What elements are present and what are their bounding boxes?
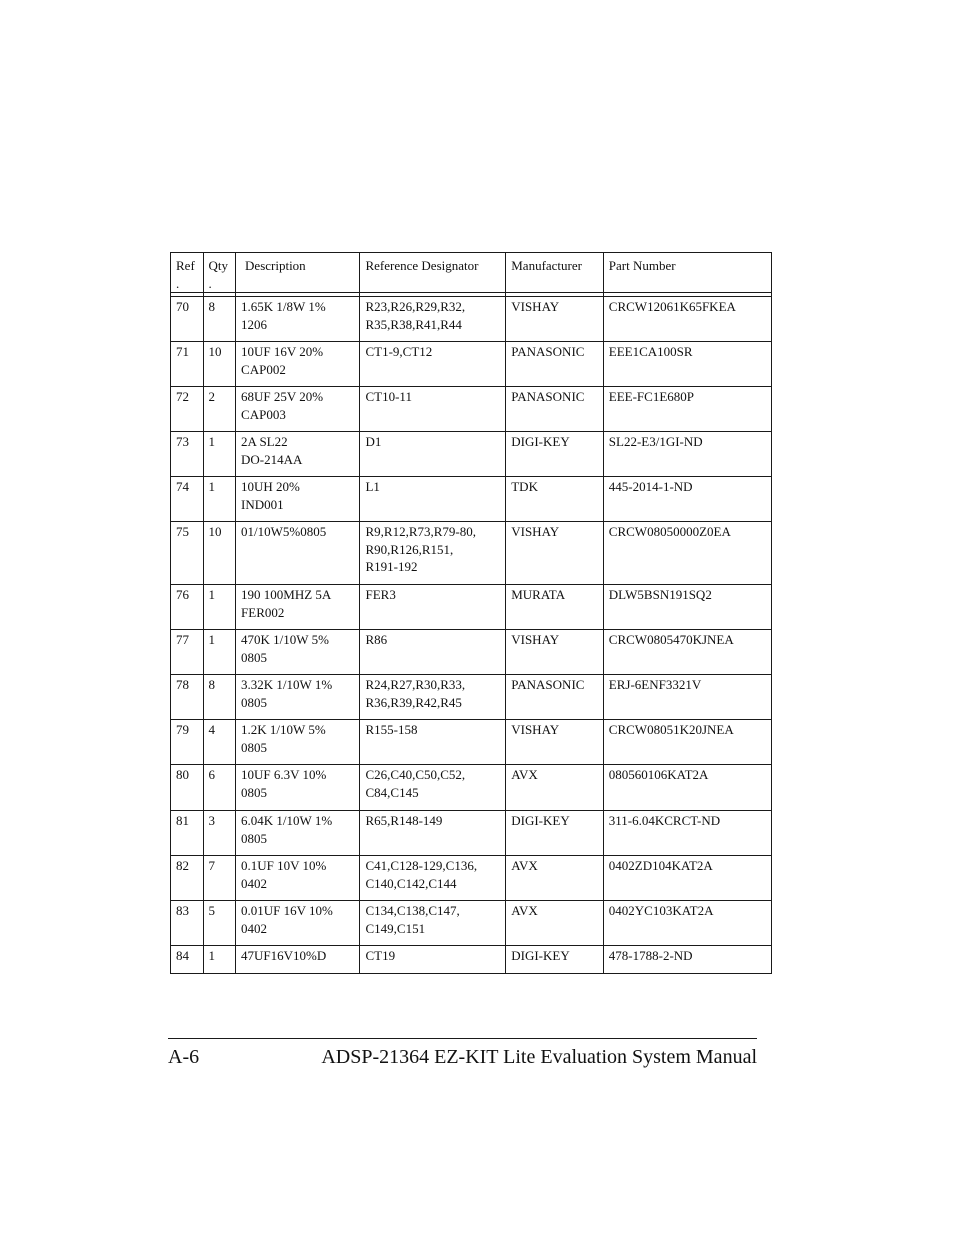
cell-qty: 7 bbox=[203, 856, 236, 901]
cell-reference-designator bbox=[360, 585, 506, 630]
cell-qty: 4 bbox=[203, 720, 236, 765]
cell-description-line: 0805 bbox=[241, 784, 268, 800]
cell-manufacturer: DIGI-KEY bbox=[506, 432, 604, 477]
table-row bbox=[171, 432, 772, 477]
cell-manufacturer: PANASONIC bbox=[506, 387, 604, 432]
table-row bbox=[171, 342, 772, 387]
cell-reference-designator-line: R36,R39,R42,R45 bbox=[365, 694, 462, 710]
table-row bbox=[171, 477, 772, 522]
cell-qty: 5 bbox=[203, 901, 236, 946]
table-row bbox=[171, 811, 772, 856]
header-manufacturer: Manufacturer bbox=[506, 253, 604, 293]
table-row bbox=[171, 630, 772, 675]
cell-description bbox=[236, 675, 360, 720]
cell-description bbox=[236, 297, 360, 342]
cell-reference-designator bbox=[360, 675, 506, 720]
cell-part-number: SL22-E3/1GI-ND bbox=[603, 432, 771, 477]
cell-description bbox=[236, 720, 360, 765]
table-row bbox=[171, 585, 772, 630]
cell-reference-designator-line: R86 bbox=[365, 632, 388, 647]
cell-qty: 1 bbox=[203, 477, 236, 522]
cell-reference-designator bbox=[360, 901, 506, 946]
cell-reference-designator-line: CT1-9,CT12 bbox=[365, 344, 433, 359]
cell-reference-designator bbox=[360, 432, 506, 477]
cell-reference-designator-line: C134,C138,C147, bbox=[365, 903, 460, 918]
cell-reference-designator-line: R65,R148-149 bbox=[365, 813, 443, 828]
table-row bbox=[171, 522, 772, 585]
cell-part-number: ERJ-6ENF3321V bbox=[603, 675, 771, 720]
cell-ref: 78 bbox=[171, 675, 204, 720]
cell-description-line: 10UF 6.3V 10% bbox=[241, 767, 327, 782]
bill-of-materials-table bbox=[170, 252, 772, 974]
table-header-row bbox=[171, 253, 772, 293]
cell-reference-designator bbox=[360, 477, 506, 522]
cell-qty: 6 bbox=[203, 765, 236, 811]
cell-description bbox=[236, 477, 360, 522]
cell-part-number: DLW5BSN191SQ2 bbox=[603, 585, 771, 630]
cell-part-number: 080560106KAT2A bbox=[603, 765, 771, 811]
cell-part-number: 478-1788-2-ND bbox=[603, 946, 771, 974]
cell-description-line: CAP003 bbox=[241, 406, 286, 422]
cell-description-line: DO-214AA bbox=[241, 451, 303, 467]
header-qty: Qty. bbox=[203, 253, 236, 293]
cell-part-number: CRCW08051K20JNEA bbox=[603, 720, 771, 765]
cell-ref: 72 bbox=[171, 387, 204, 432]
footer-page-number: A-6 bbox=[168, 1046, 200, 1068]
cell-qty: 3 bbox=[203, 811, 236, 856]
cell-manufacturer: MURATA bbox=[506, 585, 604, 630]
cell-ref: 75 bbox=[171, 522, 204, 585]
cell-description bbox=[236, 630, 360, 675]
cell-reference-designator-line: FER3 bbox=[365, 587, 396, 602]
cell-description bbox=[236, 856, 360, 901]
cell-reference-designator-line: L1 bbox=[365, 479, 380, 494]
cell-manufacturer: DIGI-KEY bbox=[506, 811, 604, 856]
cell-ref: 83 bbox=[171, 901, 204, 946]
table-row bbox=[171, 946, 772, 974]
cell-reference-designator bbox=[360, 720, 506, 765]
cell-part-number: EEE-FC1E680P bbox=[603, 387, 771, 432]
cell-reference-designator bbox=[360, 630, 506, 675]
cell-description-line: 01/10W5%0805 bbox=[241, 524, 327, 539]
cell-qty: 10 bbox=[203, 342, 236, 387]
cell-description-line: IND001 bbox=[241, 496, 284, 512]
cell-description-line: 190 100MHZ 5A bbox=[241, 587, 332, 602]
cell-part-number: EEE1CA100SR bbox=[603, 342, 771, 387]
cell-description bbox=[236, 901, 360, 946]
cell-reference-designator-line: R23,R26,R29,R32, bbox=[365, 299, 466, 314]
cell-description bbox=[236, 387, 360, 432]
cell-description bbox=[236, 946, 360, 974]
cell-qty: 1 bbox=[203, 946, 236, 974]
table-body bbox=[171, 293, 772, 974]
cell-reference-designator-line: CT19 bbox=[365, 948, 396, 963]
cell-qty: 2 bbox=[203, 387, 236, 432]
cell-reference-designator bbox=[360, 811, 506, 856]
cell-description-line: 0805 bbox=[241, 694, 268, 710]
cell-reference-designator-line: C149,C151 bbox=[365, 920, 426, 936]
cell-reference-designator-line: C26,C40,C50,C52, bbox=[365, 767, 466, 782]
header-description: Description bbox=[236, 253, 360, 293]
cell-description bbox=[236, 522, 360, 585]
cell-reference-designator-line: R155-158 bbox=[365, 722, 418, 737]
cell-qty: 1 bbox=[203, 432, 236, 477]
cell-reference-designator bbox=[360, 765, 506, 811]
cell-qty: 8 bbox=[203, 297, 236, 342]
footer-manual-title: ADSP-21364 EZ-KIT Lite Evaluation System Manual bbox=[321, 1046, 757, 1068]
table-row bbox=[171, 675, 772, 720]
cell-part-number: 445-2014-1-ND bbox=[603, 477, 771, 522]
cell-manufacturer: TDK bbox=[506, 477, 604, 522]
cell-description-line: 6.04K 1/10W 1% bbox=[241, 813, 333, 828]
cell-description-line: FER002 bbox=[241, 604, 285, 620]
cell-manufacturer: VISHAY bbox=[506, 522, 604, 585]
cell-description-line: CAP002 bbox=[241, 361, 286, 377]
cell-ref: 80 bbox=[171, 765, 204, 811]
cell-description-line: 3.32K 1/10W 1% bbox=[241, 677, 333, 692]
cell-reference-designator-line: C84,C145 bbox=[365, 784, 419, 800]
cell-reference-designator bbox=[360, 342, 506, 387]
cell-description bbox=[236, 585, 360, 630]
cell-reference-designator-line: R191-192 bbox=[365, 559, 418, 574]
cell-description-line: 68UF 25V 20% bbox=[241, 389, 324, 404]
cell-ref: 76 bbox=[171, 585, 204, 630]
cell-manufacturer: VISHAY bbox=[506, 720, 604, 765]
cell-reference-designator-line: R24,R27,R30,R33, bbox=[365, 677, 466, 692]
cell-description-line: 0805 bbox=[241, 739, 268, 755]
cell-manufacturer: VISHAY bbox=[506, 630, 604, 675]
cell-manufacturer: VISHAY bbox=[506, 297, 604, 342]
cell-ref: 71 bbox=[171, 342, 204, 387]
cell-reference-designator-line: C140,C142,C144 bbox=[365, 875, 457, 891]
cell-description-line: 1206 bbox=[241, 316, 268, 332]
cell-ref: 73 bbox=[171, 432, 204, 477]
table-row bbox=[171, 901, 772, 946]
cell-manufacturer: AVX bbox=[506, 765, 604, 811]
cell-description-line: 1.2K 1/10W 5% bbox=[241, 722, 326, 737]
cell-description-line: 2A SL22 bbox=[241, 434, 288, 449]
table-row bbox=[171, 297, 772, 342]
cell-ref: 79 bbox=[171, 720, 204, 765]
cell-reference-designator-line: CT10-11 bbox=[365, 389, 412, 404]
cell-manufacturer: PANASONIC bbox=[506, 342, 604, 387]
table-row bbox=[171, 765, 772, 811]
cell-qty: 1 bbox=[203, 585, 236, 630]
cell-reference-designator-line: R35,R38,R41,R44 bbox=[365, 316, 462, 332]
cell-ref: 84 bbox=[171, 946, 204, 974]
cell-description-line: 0402 bbox=[241, 920, 268, 936]
cell-qty: 1 bbox=[203, 630, 236, 675]
table-row bbox=[171, 720, 772, 765]
cell-description-line: 1.65K 1/8W 1% bbox=[241, 299, 326, 314]
cell-description-line: 0805 bbox=[241, 830, 268, 846]
cell-description-line: 10UF 16V 20% bbox=[241, 344, 324, 359]
cell-description-line: 10UH 20% bbox=[241, 479, 300, 494]
cell-reference-designator-line: D1 bbox=[365, 434, 382, 449]
header-part-number: Part Number bbox=[603, 253, 771, 293]
header-reference-designator: Reference Designator bbox=[360, 253, 506, 293]
cell-reference-designator bbox=[360, 946, 506, 974]
cell-reference-designator bbox=[360, 297, 506, 342]
cell-description-line: 0402 bbox=[241, 875, 268, 891]
cell-manufacturer: AVX bbox=[506, 856, 604, 901]
cell-reference-designator bbox=[360, 522, 506, 585]
cell-description-line: 47UF16V10%D bbox=[241, 948, 327, 963]
cell-description-line: 470K 1/10W 5% bbox=[241, 632, 329, 647]
cell-manufacturer: DIGI-KEY bbox=[506, 946, 604, 974]
cell-reference-designator-line: C41,C128-129,C136, bbox=[365, 858, 478, 873]
cell-qty: 8 bbox=[203, 675, 236, 720]
cell-part-number: CRCW0805470KJNEA bbox=[603, 630, 771, 675]
cell-description-line: 0.1UF 10V 10% bbox=[241, 858, 327, 873]
cell-description bbox=[236, 811, 360, 856]
header-ref: Ref. bbox=[171, 253, 204, 293]
cell-part-number: 311-6.04KCRCT-ND bbox=[603, 811, 771, 856]
cell-reference-designator bbox=[360, 387, 506, 432]
table-row bbox=[171, 856, 772, 901]
cell-qty: 10 bbox=[203, 522, 236, 585]
cell-reference-designator-line: R9,R12,R73,R79-80, bbox=[365, 524, 476, 539]
cell-description bbox=[236, 432, 360, 477]
cell-ref: 70 bbox=[171, 297, 204, 342]
cell-part-number: 0402YC103KAT2A bbox=[603, 901, 771, 946]
cell-description-line: 0805 bbox=[241, 649, 268, 665]
cell-ref: 81 bbox=[171, 811, 204, 856]
cell-part-number: CRCW08050000Z0EA bbox=[603, 522, 771, 585]
footer-divider bbox=[168, 1038, 757, 1039]
cell-ref: 77 bbox=[171, 630, 204, 675]
cell-ref: 74 bbox=[171, 477, 204, 522]
cell-part-number: CRCW12061K65FKEA bbox=[603, 297, 771, 342]
cell-manufacturer: PANASONIC bbox=[506, 675, 604, 720]
cell-description bbox=[236, 765, 360, 811]
cell-reference-designator-line: R90,R126,R151, bbox=[365, 541, 454, 557]
cell-part-number: 0402ZD104KAT2A bbox=[603, 856, 771, 901]
cell-description bbox=[236, 342, 360, 387]
cell-ref: 82 bbox=[171, 856, 204, 901]
table-row bbox=[171, 387, 772, 432]
cell-manufacturer: AVX bbox=[506, 901, 604, 946]
cell-description-line: 0.01UF 16V 10% bbox=[241, 903, 333, 918]
cell-reference-designator bbox=[360, 856, 506, 901]
